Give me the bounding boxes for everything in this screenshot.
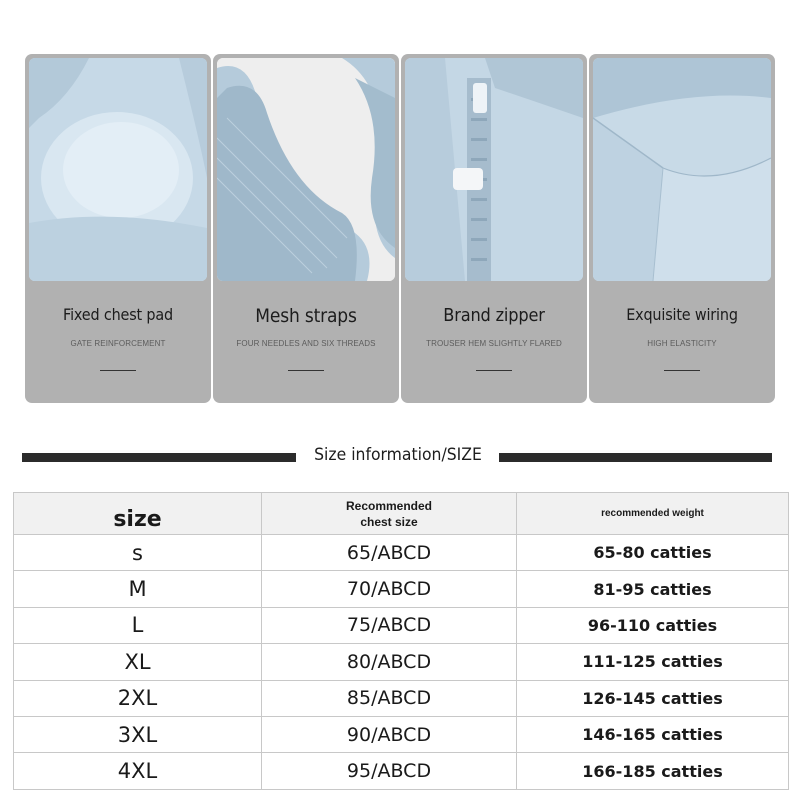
cell-weight: 65-80 catties bbox=[517, 535, 789, 571]
feature-card-zipper bbox=[401, 54, 587, 403]
cell-chest: 65/ABCD bbox=[262, 535, 517, 571]
divider bbox=[664, 370, 700, 371]
table-header-row bbox=[14, 493, 789, 535]
feature-title: Brand zipper bbox=[443, 305, 545, 326]
cell-size: M bbox=[14, 571, 262, 607]
cell-chest: 75/ABCD bbox=[262, 607, 517, 643]
feature-caption bbox=[589, 281, 775, 403]
feature-subtitle: TROUSER HEM SLIGHTLY FLARED bbox=[426, 339, 562, 348]
cell-chest: 80/ABCD bbox=[262, 644, 517, 680]
feature-subtitle: HIGH ELASTICITY bbox=[647, 339, 717, 348]
feature-title: Mesh straps bbox=[255, 305, 357, 327]
table-row bbox=[14, 680, 789, 716]
section-rule-right bbox=[499, 453, 772, 462]
table-row bbox=[14, 716, 789, 752]
cell-chest: 95/ABCD bbox=[262, 753, 517, 789]
cell-size: 2XL bbox=[14, 680, 262, 716]
table-row bbox=[14, 753, 789, 789]
cell-weight: 81-95 catties bbox=[517, 571, 789, 607]
cell-chest: 90/ABCD bbox=[262, 716, 517, 752]
feature-title: Exquisite wiring bbox=[626, 305, 738, 324]
header-chest-label: Recommended chest size bbox=[345, 498, 433, 529]
header-weight: recommended weight bbox=[517, 493, 789, 535]
cell-chest: 85/ABCD bbox=[262, 680, 517, 716]
table-row bbox=[14, 535, 789, 571]
feature-subtitle: FOUR NEEDLES AND SIX THREADS bbox=[236, 339, 376, 348]
cell-size: 3XL bbox=[14, 716, 262, 752]
feature-subtitle: GATE REINFORCEMENT bbox=[70, 339, 166, 348]
cell-chest: 70/ABCD bbox=[262, 571, 517, 607]
divider bbox=[476, 370, 512, 371]
size-table bbox=[13, 492, 789, 790]
cell-size: XL bbox=[14, 644, 262, 680]
cell-weight: 111-125 catties bbox=[517, 644, 789, 680]
table-row bbox=[14, 607, 789, 643]
cell-size: 4XL bbox=[14, 753, 262, 789]
feature-card-chest-pad bbox=[25, 54, 211, 403]
feature-card-mesh-straps bbox=[213, 54, 399, 403]
section-title: Size information/SIZE bbox=[314, 445, 482, 465]
feature-caption bbox=[25, 281, 211, 403]
zipper-photo bbox=[405, 58, 583, 281]
cell-weight: 96-110 catties bbox=[517, 607, 789, 643]
feature-cards bbox=[25, 54, 775, 403]
table-row bbox=[14, 571, 789, 607]
section-rule-left bbox=[22, 453, 296, 462]
cell-weight: 146-165 catties bbox=[517, 716, 789, 752]
feature-card-wiring bbox=[589, 54, 775, 403]
header-chest bbox=[262, 493, 517, 535]
header-size: size bbox=[14, 493, 262, 535]
table-row bbox=[14, 644, 789, 680]
divider bbox=[100, 370, 136, 371]
wiring-photo bbox=[593, 58, 771, 281]
feature-title: Fixed chest pad bbox=[63, 305, 173, 324]
divider bbox=[288, 370, 324, 371]
feature-caption bbox=[401, 281, 587, 403]
mesh-strap-photo bbox=[217, 58, 395, 281]
feature-caption bbox=[213, 281, 399, 403]
cell-weight: 166-185 catties bbox=[517, 753, 789, 789]
cell-weight: 126-145 catties bbox=[517, 680, 789, 716]
cell-size: L bbox=[14, 607, 262, 643]
cell-size: s bbox=[14, 535, 262, 571]
chest-pad-photo bbox=[29, 58, 207, 281]
